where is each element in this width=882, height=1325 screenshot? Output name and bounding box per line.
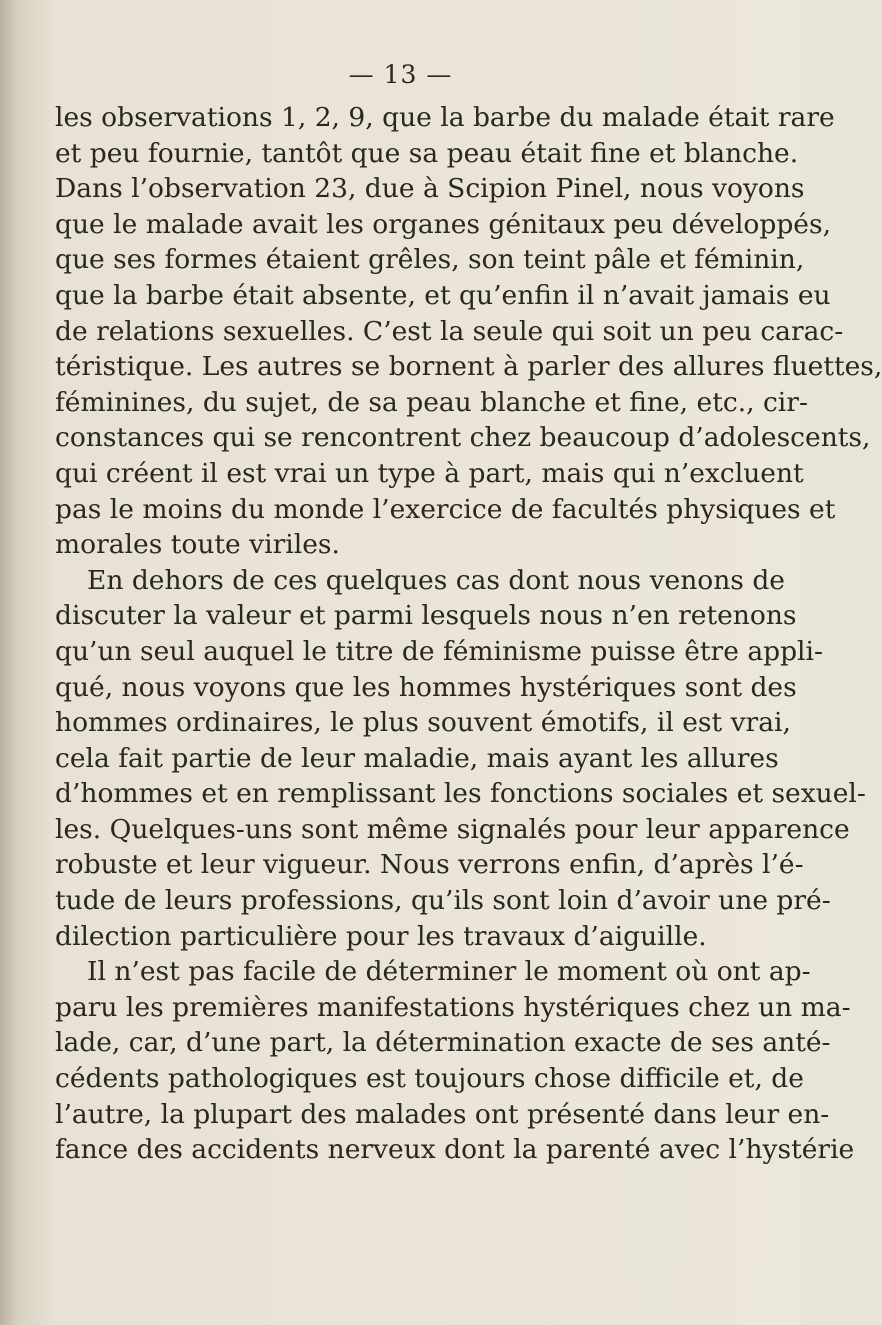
body-text — [55, 100, 882, 1168]
text-line: cela fait partie de leur maladie, mais ayant les allures — [55, 742, 779, 774]
text-line: que la barbe était absente, et qu’enfin il n’avait jamais eu — [55, 279, 831, 311]
text-line: l’autre, la plupart des malades ont présenté dans leur en- — [55, 1098, 830, 1130]
text-line: cédents pathologiques est toujours chose difficile et, de — [55, 1063, 804, 1095]
text-line: robuste et leur vigueur. Nous verrons enfin, d’après l’é- — [55, 849, 804, 881]
text-line: dilection particulière pour les travaux d’aiguille. — [55, 920, 707, 952]
text-line: les. Quelques-uns sont même signalés pour leur apparence — [55, 813, 850, 845]
text-line: qui créent il est vrai un type à part, mais qui n’excluent — [55, 457, 804, 489]
text-line: d’hommes et en remplissant les fonctions sociales et sexuel- — [55, 778, 866, 810]
text-line: tude de leurs professions, qu’ils sont loin d’avoir une pré- — [55, 885, 831, 917]
text-line: de relations sexuelles. C’est la seule qui soit un peu carac- — [55, 315, 844, 347]
text-line: que le malade avait les organes génitaux peu développés, — [55, 208, 832, 240]
text-line: constances qui se rencontrent chez beaucoup d’adolescents, — [55, 422, 871, 454]
text-line: qu’un seul auquel le titre de féminisme puisse être appli- — [55, 635, 823, 667]
text-line: fance des accidents nerveux dont la parenté avec l’hystérie — [55, 1134, 855, 1166]
text-line: et peu fournie, tantôt que sa peau était fine et blanche. — [55, 137, 799, 169]
text-line: hommes ordinaires, le plus souvent émotifs, il est vrai, — [55, 707, 791, 739]
text-line: que ses formes étaient grêles, son teint pâle et féminin, — [55, 244, 805, 276]
text-line: féminines, du sujet, de sa peau blanche et fine, etc., cir- — [55, 386, 808, 418]
text-line: Dans l’observation 23, due à Scipion Pinel, nous voyons — [55, 173, 805, 205]
text-line: téristique. Les autres se bornent à parler des allures fluettes, — [55, 351, 882, 383]
text-line: morales toute viriles. — [55, 529, 340, 561]
text-line: pas le moins du monde l’exercice de facultés physiques et — [55, 493, 836, 525]
text-line: les observations 1, 2, 9, que la barbe du malade était rare — [55, 102, 835, 133]
text-line: En dehors de ces quelques cas dont nous venons de — [87, 564, 785, 596]
text-line: Il n’est pas facile de déterminer le moment où ont ap- — [87, 956, 811, 988]
text-line: paru les premières manifestations hystériques chez un ma- — [55, 991, 851, 1023]
text-line: lade, car, d’une part, la détermination exacte de ses anté- — [55, 1027, 831, 1059]
text-line: qué, nous voyons que les hommes hystériques sont des — [55, 671, 797, 703]
text-line: discuter la valeur et parmi lesquels nous n’en retenons — [55, 600, 797, 632]
page-number: — 13 — — [348, 60, 453, 89]
